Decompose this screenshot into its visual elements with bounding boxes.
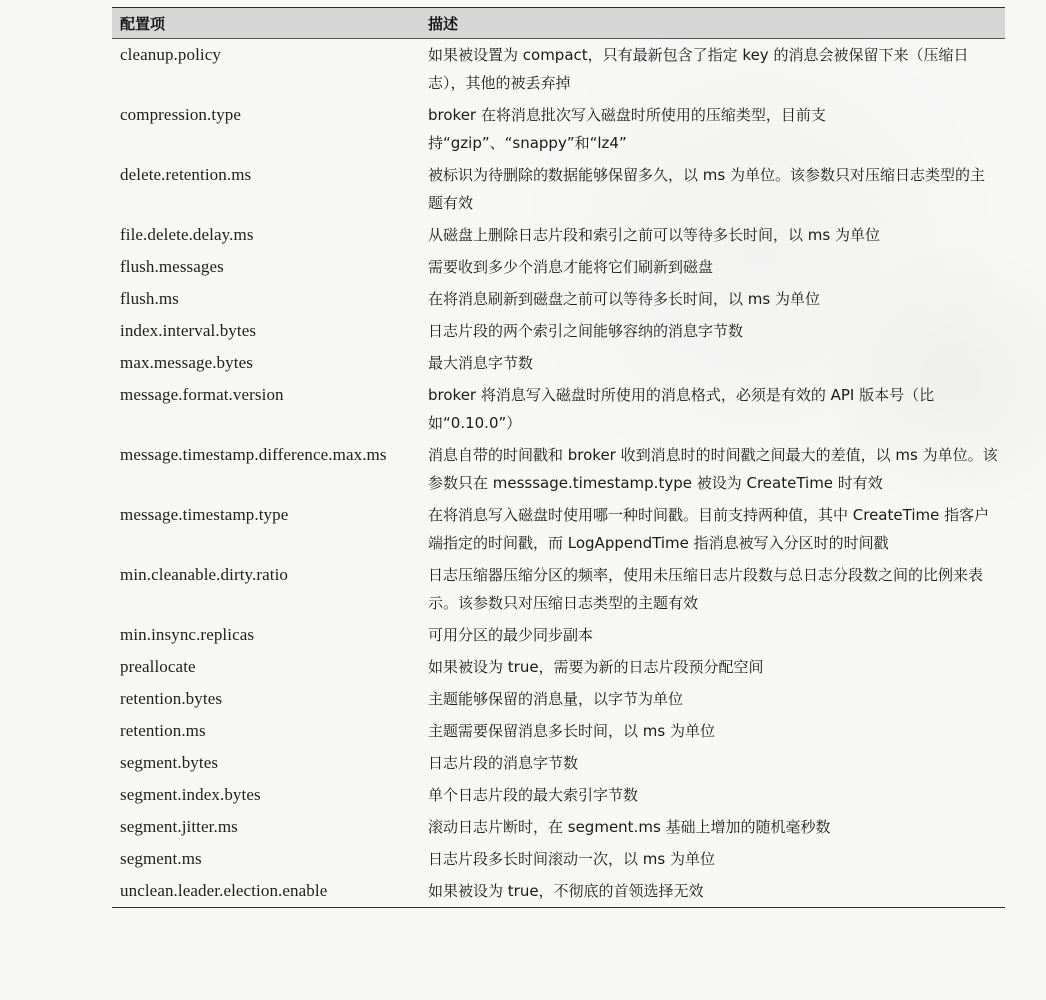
header-description: 描述	[420, 8, 1005, 39]
table-row	[112, 651, 1005, 683]
table-row	[112, 251, 1005, 283]
table-row	[112, 159, 1005, 219]
row-config-name: flush.ms	[120, 289, 179, 308]
row-description: broker 将消息写入磁盘时所使用的消息格式，必须是有效的 API 版本号（比如“0.10.0”）	[428, 386, 935, 432]
row-config-name: compression.type	[120, 105, 242, 124]
row-config-name: message.timestamp.type	[120, 505, 289, 524]
row-config-name: max.message.bytes	[120, 353, 253, 372]
row-config-name: min.insync.replicas	[120, 625, 255, 644]
row-config-name: delete.retention.ms	[120, 165, 252, 184]
row-description: 日志片段的消息字节数	[428, 754, 579, 772]
table-row	[112, 843, 1005, 875]
row-description: 从磁盘上删除日志片段和索引之前可以等待多长时间，以 ms 为单位	[428, 226, 880, 244]
row-description: 消息自带的时间戳和 broker 收到消息时的时间戳之间最大的差值，以 ms 为单位。该参数只在 messsage.timestamp.type 被设为 CreateTime 时有效	[428, 446, 998, 492]
row-config-name: segment.jitter.ms	[120, 817, 238, 836]
row-config-name: index.interval.bytes	[120, 321, 257, 340]
table-row	[112, 439, 1005, 499]
row-config-name: segment.bytes	[120, 753, 219, 772]
row-description: 如果被设为 true，不彻底的首领选择无效	[420, 875, 1005, 908]
row-description: broker 在将消息批次写入磁盘时所使用的压缩类型，目前支持“gzip”、“snappy”和“lz4”	[428, 106, 826, 152]
row-config-name: message.timestamp.difference.max.ms	[120, 445, 387, 464]
table-row	[112, 559, 1005, 619]
row-description: 在将消息刷新到磁盘之前可以等待多长时间，以 ms 为单位	[428, 290, 820, 308]
row-description: 日志片段的两个索引之间能够容纳的消息字节数	[428, 322, 744, 340]
table-row	[112, 875, 1005, 908]
row-config-name: retention.ms	[120, 721, 206, 740]
row-description: 单个日志片段的最大索引字节数	[428, 786, 639, 804]
row-description: 日志压缩器压缩分区的频率，使用未压缩日志片段数与总日志分段数之间的比例来表示。该参数只对压缩日志类型的主题有效	[428, 566, 984, 612]
header-config-item: 配置项	[112, 8, 420, 39]
row-description: 最大消息字节数	[428, 354, 534, 372]
row-description: 可用分区的最少同步副本	[428, 626, 594, 644]
header-row	[112, 8, 1005, 39]
row-description: 主题能够保留的消息量，以字节为单位	[428, 690, 684, 708]
row-description: 如果被设置为 compact，只有最新包含了指定 key 的消息会被保留下来（压缩日志），其他的被丢弃掉	[428, 46, 969, 92]
row-config-name: segment.ms	[120, 849, 202, 868]
table-row	[112, 811, 1005, 843]
row-config-name: min.cleanable.dirty.ratio	[120, 565, 289, 584]
table-row	[112, 499, 1005, 559]
row-description: 被标识为待删除的数据能够保留多久，以 ms 为单位。该参数只对压缩日志类型的主题有效	[428, 166, 985, 212]
table-row	[112, 683, 1005, 715]
table-row	[112, 283, 1005, 315]
row-config-name: unclean.leader.election.enable	[112, 875, 420, 908]
table-row	[112, 315, 1005, 347]
row-config-name: cleanup.policy	[120, 45, 222, 64]
table-row	[112, 379, 1005, 439]
row-config-name: message.format.version	[120, 385, 284, 404]
row-config-name: retention.bytes	[120, 689, 223, 708]
table-body	[112, 39, 1005, 908]
row-description: 需要收到多少个消息才能将它们刷新到磁盘	[428, 258, 714, 276]
table-row	[112, 347, 1005, 379]
row-config-name: file.delete.delay.ms	[120, 225, 254, 244]
table-row	[112, 39, 1005, 100]
table-row	[112, 747, 1005, 779]
row-description: 在将消息写入磁盘时使用哪一种时间戳。目前支持两种值，其中 CreateTime 指客户端指定的时间戳，而 LogAppendTime 指消息被写入分区时的时间戳	[428, 506, 990, 552]
row-config-name: flush.messages	[120, 257, 224, 276]
table-row	[112, 219, 1005, 251]
table-row	[112, 99, 1005, 159]
row-description: 日志片段多长时间滚动一次，以 ms 为单位	[428, 850, 715, 868]
table-header	[112, 8, 1005, 39]
table-row	[112, 715, 1005, 747]
config-table	[112, 7, 1005, 908]
table-row	[112, 779, 1005, 811]
table-row	[112, 619, 1005, 651]
row-config-name: segment.index.bytes	[120, 785, 261, 804]
row-description: 主题需要保留消息多长时间，以 ms 为单位	[428, 722, 715, 740]
row-description: 如果被设为 true，需要为新的日志片段预分配空间	[428, 658, 764, 676]
row-config-name: preallocate	[120, 657, 196, 676]
row-description: 滚动日志片断时，在 segment.ms 基础上增加的随机毫秒数	[428, 818, 831, 836]
